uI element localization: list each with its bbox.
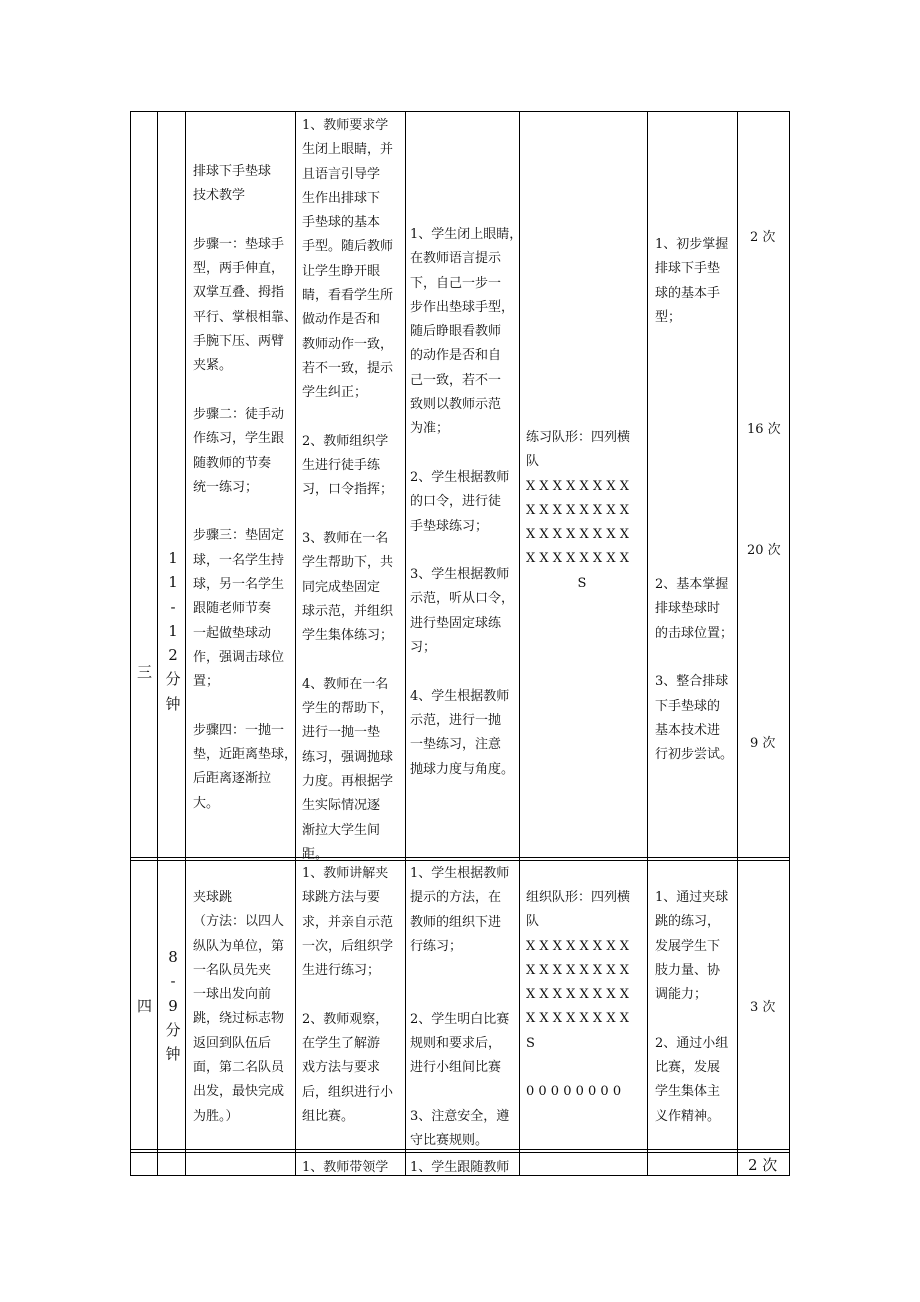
- cell-line: 分: [165, 670, 181, 689]
- cell-line: 8: [168, 948, 178, 966]
- cell-line: 学生的帮助下，: [302, 701, 394, 717]
- cell-line: 跟随老师节奏: [193, 601, 272, 617]
- cell-line: 提示的方法，在: [410, 890, 502, 906]
- cell-line: 戏方法与要求: [302, 1060, 381, 1076]
- cell-line: [655, 549, 733, 573]
- cell-line: 夹球跳: [193, 890, 233, 905]
- cell-line: 手腕下压、两臂: [193, 334, 285, 350]
- cell-line: [410, 1081, 509, 1105]
- cell-line: X X X X X X X X: [526, 938, 629, 954]
- organization-cell: [526, 886, 630, 1105]
- cell-line: 进行垫固定球练: [410, 615, 502, 631]
- cell-line: 基本技术进: [655, 722, 721, 738]
- cell-line: 后，组织进行小: [302, 1084, 394, 1100]
- cell-line: 生进行练习；: [302, 963, 381, 979]
- cell-line: 随后睁眼看教师: [410, 324, 502, 340]
- cell-line: 若不一致，提示: [302, 360, 394, 376]
- cell-line: 1、初步掌握: [655, 237, 729, 252]
- cell-line: 返回到队伍后: [193, 1035, 272, 1051]
- cell-line: 3、注意安全，遵: [410, 1108, 510, 1124]
- cell-line: -: [170, 597, 176, 616]
- content-cell: [193, 886, 284, 1129]
- student-activity-cell: 1、学生跟随教师: [410, 1160, 510, 1175]
- cell-line: 夹紧。: [193, 358, 233, 374]
- cell-line: 步骤四：一抛一: [193, 722, 285, 738]
- cell-line: [655, 452, 733, 476]
- cell-line: X X X X X X X X: [526, 551, 629, 567]
- cell-line: 排球下手垫球: [193, 164, 272, 179]
- cell-line: 学生集体主: [655, 1084, 721, 1100]
- cell-line: X X X X X X X X: [526, 478, 629, 494]
- cell-line: 统一练习；: [193, 479, 259, 495]
- cell-line: 在学生了解游: [302, 1036, 381, 1052]
- goals-cell: [655, 233, 733, 768]
- cell-line: 作练习，学生跟: [193, 431, 285, 447]
- cell-line: 且语言引导学: [302, 166, 381, 182]
- cell-line: [410, 983, 509, 1007]
- cell-line: 1、学生闭上眼睛，: [410, 227, 523, 242]
- cell-line: 为准；: [410, 421, 450, 437]
- cell-line: 球，一名学生持: [193, 552, 285, 568]
- cell-line: 习，口令指挥；: [302, 482, 394, 498]
- cell-line: 随教师的节奏: [193, 455, 272, 471]
- cell-line: 2: [168, 646, 178, 665]
- cell-line: -: [170, 972, 176, 991]
- cell-line: 1: [168, 549, 178, 567]
- cell-line: 作，强调击球位: [193, 649, 285, 665]
- cell-line: 手垫球的基本: [302, 215, 381, 231]
- grid-line: [157, 111, 158, 1176]
- cell-line: 的击球位置；: [655, 625, 734, 641]
- grid-line: [130, 1175, 790, 1176]
- cell-line: 行练习；: [410, 938, 463, 954]
- cell-line: [655, 1007, 728, 1031]
- cell-line: 步骤二：徒手动: [193, 406, 285, 422]
- cell-line: [655, 330, 733, 354]
- cell-line: 教师的组织下进: [410, 914, 502, 930]
- time-cell: [163, 945, 183, 1066]
- cell-line: 步骤三：垫固定: [193, 528, 285, 544]
- cell-line: 的口令，进行徒: [410, 494, 502, 510]
- reps-value: 16 次: [747, 422, 781, 437]
- cell-line: 做动作是否和: [302, 312, 381, 328]
- reps-value: 9 次: [750, 736, 776, 751]
- section-label: 四: [137, 997, 153, 1015]
- cell-line: （方法：以四人: [193, 914, 285, 930]
- student-activity-cell: [410, 223, 522, 782]
- cell-line: 学生纠正；: [302, 385, 368, 401]
- reps-value: 2 次: [750, 230, 776, 245]
- cell-line: 球的基本手: [655, 285, 721, 301]
- cell-line: 练习队形：四列横: [526, 430, 631, 445]
- cell-line: 9: [168, 996, 178, 1015]
- cell-line: 大。: [193, 795, 220, 811]
- cell-line: [655, 427, 733, 451]
- cell-line: 球示范，并组织: [302, 603, 394, 619]
- cell-line: 4、教师在一名: [302, 676, 389, 692]
- cell-line: 己一致，若不一: [410, 372, 502, 388]
- cell-line: 跳的练习，: [655, 914, 721, 930]
- cell-line: 置；: [193, 674, 220, 690]
- cell-line: 学生集体练习；: [302, 628, 394, 644]
- cell-line: 双掌互叠、拇指: [193, 285, 285, 301]
- grid-line: [647, 111, 648, 1176]
- content-cell: [193, 160, 297, 816]
- cell-line: 跳，绕过标志物: [193, 1011, 285, 1027]
- cell-line: 平行、掌根相靠、: [193, 309, 298, 325]
- reps-value: 3 次: [750, 1000, 776, 1015]
- cell-line: X X X X X X X X: [526, 962, 629, 978]
- cell-line: [655, 525, 733, 549]
- cell-line: S: [577, 575, 587, 591]
- cell-line: 钟: [165, 694, 181, 713]
- grid-line: [789, 111, 790, 1176]
- cell-line: 抛球力度与角度。: [410, 761, 515, 777]
- cell-line: X X X X X X X X: [526, 502, 629, 518]
- cell-line: 技术教学: [193, 188, 246, 204]
- cell-line: 后距离逐渐拉: [193, 771, 272, 787]
- cell-line: 下手垫球的: [655, 698, 721, 714]
- cell-line: [526, 1056, 630, 1080]
- cell-line: 教师动作一致，: [302, 336, 394, 352]
- cell-line: 3、学生根据教师: [410, 567, 510, 583]
- cell-line: 一球出发向前: [193, 987, 272, 1003]
- cell-line: 力度。再根据学: [302, 774, 394, 790]
- cell-line: 求，并亲自示范: [302, 914, 394, 930]
- cell-line: [193, 209, 297, 233]
- cell-line: 肢力量、协: [655, 962, 721, 978]
- cell-line: 1: [168, 621, 178, 640]
- cell-line: 4、学生根据教师: [410, 688, 510, 704]
- cell-line: 垫，近距离垫球，: [193, 747, 298, 763]
- cell-line: [410, 442, 522, 466]
- teacher-activity-cell: 1、教师带领学: [302, 1160, 389, 1175]
- cell-line: 行初步尝试。: [655, 747, 734, 763]
- cell-line: 进行小组间比赛: [410, 1060, 502, 1076]
- cell-line: 规则和要求后，: [410, 1036, 502, 1052]
- grid-line: [185, 111, 186, 1176]
- cell-line: 示范，进行一抛: [410, 712, 502, 728]
- cell-line: 在教师语言提示: [410, 251, 502, 267]
- cell-line: 球跳方法与要: [302, 890, 381, 906]
- cell-line: 守比赛规则。: [410, 1133, 489, 1149]
- cell-line: 1、教师要求学: [302, 118, 389, 133]
- cell-line: [302, 649, 393, 673]
- cell-line: 分: [165, 1020, 181, 1039]
- cell-line: 步骤一：垫球手: [193, 236, 285, 252]
- cell-line: [655, 476, 733, 500]
- cell-line: [655, 379, 733, 403]
- cell-line: 3、整合排球: [655, 674, 729, 690]
- cell-line: 为胜。）: [193, 1108, 239, 1124]
- cell-line: 练习，强调抛球: [302, 749, 394, 765]
- reps-value: 20 次: [747, 543, 781, 558]
- cell-line: 球，另一名学生: [193, 577, 285, 593]
- cell-line: 型，两手伸直，: [193, 261, 285, 277]
- cell-line: [655, 500, 733, 524]
- cell-line: [193, 500, 297, 524]
- teacher-activity-cell: [302, 114, 393, 867]
- cell-line: [655, 403, 733, 427]
- grid-line: [130, 111, 131, 1176]
- cell-line: 距。: [302, 846, 329, 862]
- cell-line: X X X X X X X X: [526, 527, 629, 543]
- reps-value: 2 次: [748, 1156, 778, 1174]
- cell-line: 手垫球练习；: [410, 518, 489, 534]
- cell-line: 生作出排球下: [302, 190, 381, 206]
- cell-line: 面，第二名队员: [193, 1060, 285, 1076]
- cell-line: 让学生睁开眼: [302, 263, 381, 279]
- cell-line: 习；: [410, 640, 437, 656]
- cell-line: 一起做垫球动: [193, 625, 272, 641]
- cell-line: 组比赛。: [302, 1108, 355, 1124]
- cell-line: 学生帮助下，共: [302, 555, 394, 571]
- organization-cell: [526, 426, 638, 596]
- cell-line: 排球垫球时: [655, 601, 721, 617]
- cell-line: 纵队为单位，第: [193, 938, 285, 954]
- grid-line: [130, 860, 790, 861]
- cell-line: 生闭上眼睛，并: [302, 142, 394, 158]
- cell-line: 3、教师在一名: [302, 531, 389, 547]
- cell-line: 出发，最快完成: [193, 1084, 285, 1100]
- teacher-activity-cell: [302, 862, 393, 1129]
- cell-line: 步作出垫球手型，: [410, 299, 515, 315]
- cell-line: 义作精神。: [655, 1108, 721, 1124]
- grid-line: [130, 111, 790, 112]
- cell-line: [302, 406, 393, 430]
- cell-line: 型；: [655, 309, 682, 325]
- cell-line: 排球下手垫: [655, 261, 721, 277]
- cell-line: [410, 660, 522, 684]
- cell-line: 手型。随后教师: [302, 239, 394, 255]
- student-activity-cell: [410, 862, 509, 1154]
- cell-line: 2、基本掌握: [655, 577, 729, 593]
- cell-line: 同完成垫固定: [302, 579, 381, 595]
- cell-line: 渐拉大学生间: [302, 822, 381, 838]
- grid-line: [130, 857, 790, 858]
- cell-line: 一次，后组织学: [302, 938, 394, 954]
- cell-line: 2、教师组织学: [302, 433, 389, 449]
- time-cell: [163, 546, 183, 716]
- cell-line: 2、学生明白比赛: [410, 1011, 510, 1027]
- cell-line: [655, 354, 733, 378]
- cell-line: 2、通过小组: [655, 1035, 729, 1051]
- cell-line: 2、教师观察，: [302, 1011, 389, 1027]
- cell-line: 的动作是否和自: [410, 348, 502, 364]
- cell-line: 1、教师讲解夹: [302, 866, 389, 881]
- cell-line: 致则以教师示范: [410, 397, 502, 413]
- cell-line: X X X X X X X X: [526, 987, 629, 1003]
- cell-line: S: [526, 1035, 535, 1051]
- grid-line: [405, 111, 406, 1176]
- cell-line: 一垫练习，注意: [410, 737, 502, 753]
- cell-line: 1: [168, 573, 178, 592]
- cell-line: 组织队形：四列横: [526, 890, 631, 905]
- cell-line: [302, 983, 393, 1007]
- cell-line: X X X X X X X X: [526, 1011, 629, 1027]
- cell-line: [655, 646, 733, 670]
- cell-line: 下，自己一步一: [410, 275, 502, 291]
- cell-line: 生实际情况逐: [302, 798, 381, 814]
- cell-line: 队: [526, 454, 540, 470]
- cell-line: 队: [526, 914, 540, 930]
- cell-line: 睛，看看学生所: [302, 288, 394, 304]
- cell-line: 1、通过夹球: [655, 890, 729, 905]
- cell-line: 调能力；: [655, 987, 708, 1003]
- cell-line: [193, 695, 297, 719]
- cell-line: 0 0 0 0 0 0 0 0: [526, 1084, 622, 1100]
- cell-line: 生进行徒手练: [302, 458, 381, 474]
- cell-line: 进行一抛一垫: [302, 725, 381, 741]
- goals-cell: [655, 886, 728, 1129]
- cell-line: [302, 503, 393, 527]
- section-label: 三: [137, 663, 153, 681]
- grid-line: [737, 111, 738, 1176]
- cell-line: 发展学生下: [655, 938, 721, 954]
- cell-line: 一名队员先夹: [193, 962, 272, 978]
- cell-line: 示范，听从口令，: [410, 591, 515, 607]
- cell-line: 1、学生根据教师: [410, 866, 510, 881]
- cell-line: [193, 379, 297, 403]
- cell-line: 比赛，发展: [655, 1060, 721, 1076]
- cell-line: 钟: [165, 1045, 181, 1064]
- cell-line: [410, 539, 522, 563]
- cell-line: 2、学生根据教师: [410, 469, 510, 485]
- cell-line: [410, 959, 509, 983]
